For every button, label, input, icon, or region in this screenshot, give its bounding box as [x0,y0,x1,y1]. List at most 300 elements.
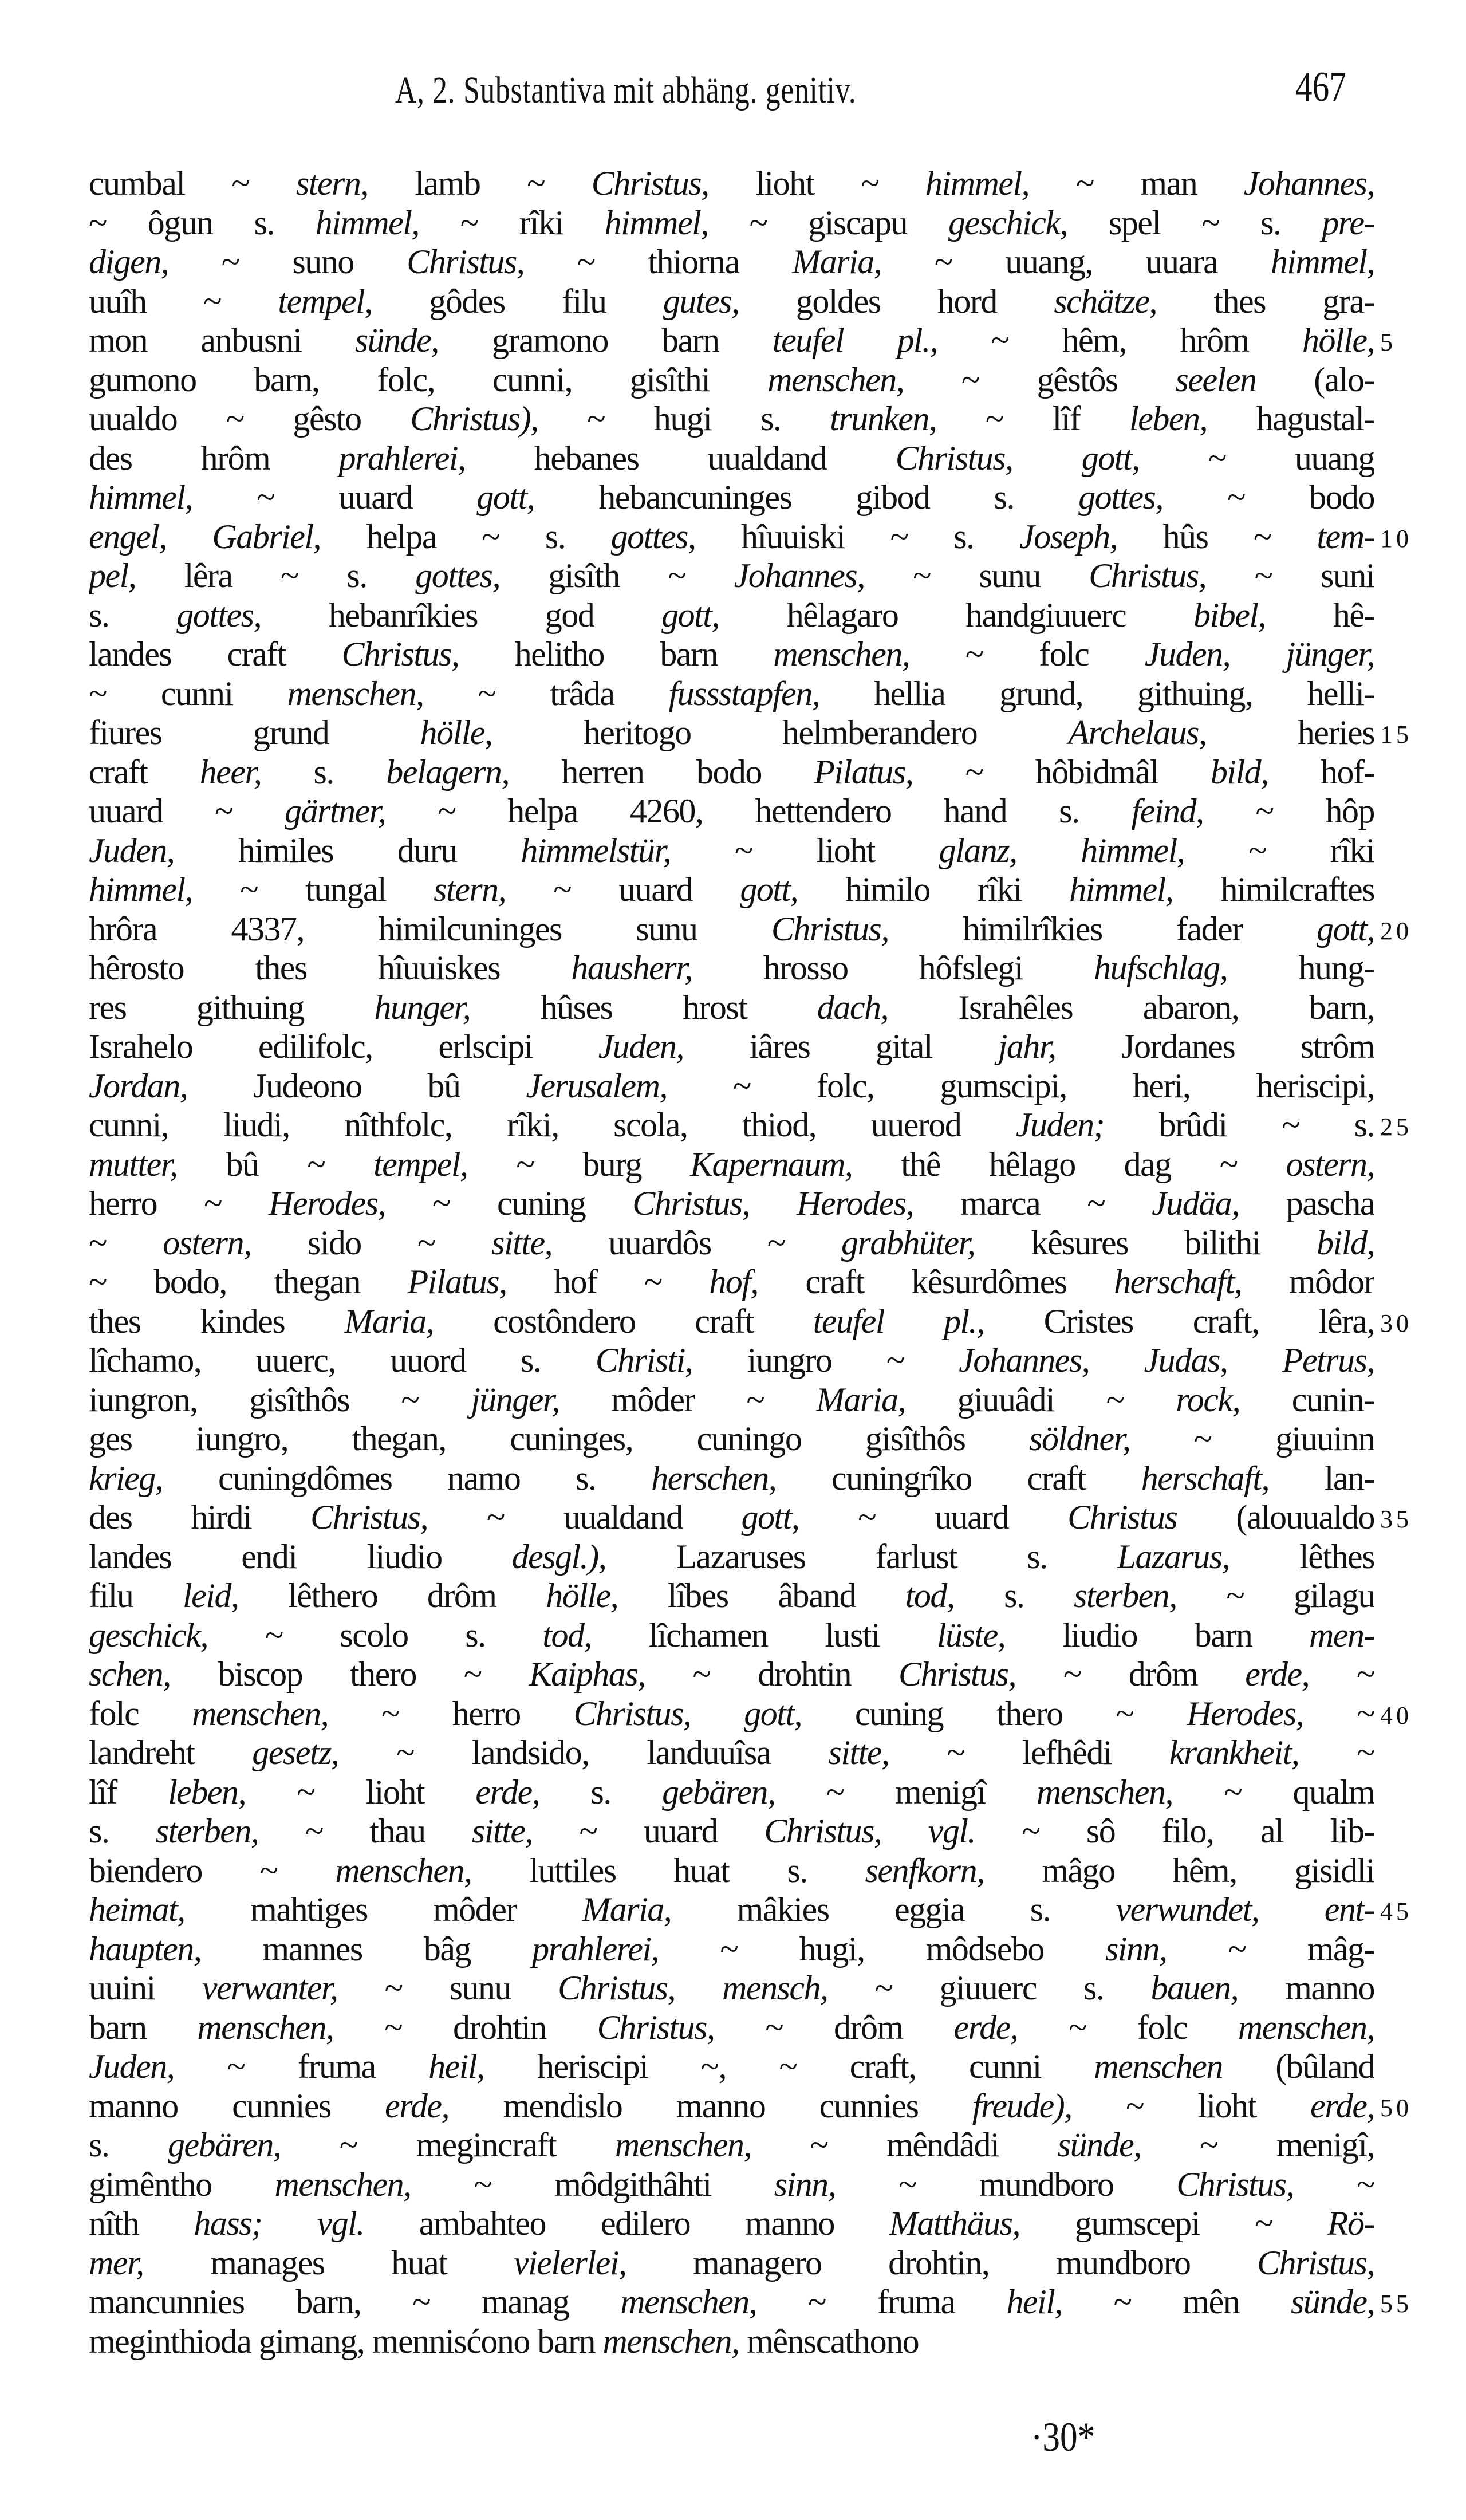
italic-gloss: Christus, [1257,2243,1374,2282]
text-line-content [89,1262,1374,1302]
roman-text: ~ mên [1062,2283,1291,2321]
roman-text: ~ hôp [1203,792,1374,830]
text-line [89,203,1374,243]
italic-gloss: vgl. [317,2204,364,2242]
italic-gloss: sünde, [1057,2126,1141,2164]
text-line-content [89,399,1374,439]
roman-text: môder ~ [559,1380,817,1419]
roman-text: ~ fruma [174,2048,429,2085]
italic-gloss: hausherr, [571,949,692,987]
text-line [89,439,1374,478]
roman-text: ~ uuard [533,1812,764,1850]
text-line [89,1223,1374,1263]
roman-text: lan- [1269,1459,1374,1497]
italic-gloss: men- [1309,1616,1374,1654]
text-line-content [89,1380,1374,1420]
italic-gloss: menschen, [602,2322,739,2360]
italic-gloss: menschen, [197,2008,334,2046]
italic-gloss: gärtner, [285,792,386,830]
roman-text [262,2204,317,2242]
roman-text: ~ [1303,1694,1374,1732]
roman-text: (bûland [1222,2048,1374,2085]
italic-gloss: Christus, [341,635,459,673]
roman-text: s. [261,753,387,791]
roman-text: ~ lîf [936,400,1130,438]
italic-gloss: Christus), [410,400,538,438]
roman-text: barn [89,2008,198,2046]
roman-text: filu [89,1577,183,1615]
text-line [89,1302,1412,1341]
text-line [89,1694,1412,1734]
roman-text: ~ rîki [1184,831,1374,869]
italic-gloss: Christus, [597,2008,715,2046]
text-line [89,1616,1374,1655]
italic-gloss: haupten, [89,1930,202,1968]
roman-text: ~ mâg- [1167,1930,1374,1968]
text-line [89,1851,1374,1891]
roman-text: gramono barn [438,321,773,359]
italic-gloss: heil, [1006,2283,1062,2321]
italic-gloss: mutter, [89,1145,178,1183]
roman-text: ~ thiorna [524,243,793,281]
roman-text: ~ môdgithâhti [411,2165,774,2203]
roman-text: himilcraftes [1173,871,1374,908]
text-line-content [89,1184,1374,1223]
roman-text: ~ thau [258,1812,472,1850]
text-line-content [89,517,1374,557]
text-line-content [89,478,1374,517]
roman-text: ~ giuuinn [1130,1420,1374,1458]
roman-text: ~ sô filo, al lib- [975,1812,1374,1850]
italic-gloss: schätze, [1054,282,1157,320]
line-number: 50 [1380,2093,1412,2122]
roman-text: ~ menigî, [1141,2126,1374,2164]
italic-gloss: tod, [905,1577,955,1615]
line-number: 5 [1380,328,1396,356]
roman-text: ~ drohtin [645,1655,899,1693]
roman-text: gôdes filu [372,282,663,320]
roman-text: giuuâdi ~ [905,1380,1176,1419]
text-line-content [89,2282,1374,2322]
italic-gloss: Jordan, [89,1066,188,1105]
roman-text: Lazaruses farlust s. [606,1537,1117,1576]
body-text [89,164,1412,2361]
roman-text: (alouualdo [1177,1498,1374,1536]
roman-text: hê- [1266,596,1374,634]
roman-text: ~ folc, gumscipi, heri, heriscipi, [667,1066,1374,1105]
roman-text: lêthes [1229,1537,1374,1576]
roman-text: s. [539,1773,663,1811]
roman-text: s. [89,596,177,634]
italic-gloss: Christus, mensch, [558,1969,828,2007]
italic-gloss: Pilatus, [407,1263,507,1301]
line-number: 55 [1380,2290,1412,2318]
roman-text: hebancuninges gibod s. [534,478,1079,516]
italic-gloss: hass; [194,2204,262,2242]
italic-gloss: senfkorn, [865,1851,984,1889]
italic-gloss: stern, [434,871,506,908]
italic-gloss: sitte, [472,1812,533,1850]
italic-gloss: rock, [1176,1380,1240,1419]
text-line [89,242,1374,282]
italic-gloss: gesetz, [252,1734,339,1771]
roman-text: ~ gêstôs [904,360,1176,399]
italic-gloss: gottes, [1078,478,1163,516]
text-line [89,988,1374,1027]
roman-text: cunni, liudi, nîthfolc, rîki, scola, thiod, uuerod [89,1106,1016,1144]
text-line [89,1184,1374,1223]
roman-text: thê hêlago dag ~ [852,1145,1286,1183]
roman-text: nîth [89,2204,194,2242]
italic-gloss: herschen, [651,1459,777,1497]
italic-gloss: geschick, [89,1616,208,1654]
text-line [89,2282,1412,2322]
text-line [89,2047,1374,2086]
italic-gloss: sterben, [1074,1577,1177,1615]
text-line-content [89,1341,1374,1380]
line-number: 45 [1380,1897,1412,1926]
text-line-content [89,1145,1374,1184]
roman-text: hof- [1268,753,1374,791]
italic-gloss: Maria, [344,1302,434,1340]
text-line-content [89,164,1374,203]
roman-text: ~ burg [467,1145,690,1183]
roman-text: uuardôs ~ [552,1223,842,1262]
line-number: 20 [1380,916,1412,945]
italic-gloss: schen, [89,1655,171,1693]
line-number: 40 [1380,1701,1412,1730]
text-line-content [89,556,1374,596]
text-line [89,753,1374,792]
roman-text: helitho barn [459,635,774,673]
roman-text: ~ gilagu [1176,1577,1374,1615]
roman-text: ~ lioht [671,831,939,869]
text-line [89,1419,1374,1459]
italic-gloss: bauen, [1150,1969,1239,2007]
text-line [89,1930,1374,1969]
italic-gloss: trunken, [830,400,937,438]
text-line-content [89,1890,1374,1930]
italic-gloss: erde, [1310,2086,1374,2125]
roman-text: hung- [1227,949,1374,987]
italic-gloss: gott, [740,871,798,908]
text-line [89,1145,1374,1184]
roman-text: ~ trâda [423,674,669,712]
roman-text: s. [89,1812,156,1850]
roman-text: ~ lioht [1071,2086,1311,2125]
text-line-content [89,870,1374,909]
roman-text: ~ lioht [246,1773,476,1811]
roman-text: res githuing [89,988,375,1026]
roman-text: Israhêles abaron, barn, [888,988,1374,1026]
roman-text: liudio barn [1005,1616,1310,1654]
text-line-content [89,2008,1374,2048]
roman-text: hof ~ [506,1263,710,1301]
italic-gloss: tod, [542,1616,592,1654]
roman-text: cuningdômes namo s. [163,1459,652,1497]
roman-text: iâres gital [683,1027,998,1065]
italic-gloss: Christus, [407,243,525,281]
roman-text: lioht ~ [708,164,926,202]
italic-gloss: hunger, [374,988,471,1026]
roman-text: lamb ~ [368,164,592,202]
roman-text: cunin- [1240,1380,1374,1419]
text-line-content [89,1459,1374,1498]
italic-gloss: sünde, [1291,2283,1374,2321]
italic-gloss: Judäa, [1152,1184,1239,1222]
italic-gloss: menschen, [767,360,904,399]
italic-gloss: teufel pl., [813,1302,984,1340]
roman-text: cuningrîko craft [776,1459,1141,1497]
roman-text: uuard ~ [89,792,285,830]
italic-gloss: sitte, [491,1223,553,1262]
text-line-content [89,2322,1374,2361]
roman-text: ~ giscapu [708,203,948,242]
roman-text: manno cunnies [89,2086,385,2125]
text-line [89,1341,1374,1380]
italic-gloss: seelen [1175,360,1256,399]
roman-text: cumbal ~ [89,164,296,202]
text-line-content [89,321,1374,360]
roman-text: (alo- [1256,360,1374,399]
roman-text: hêlagaro handgiuuerc [719,596,1194,634]
roman-text: fiures grund [89,714,420,751]
italic-gloss: heil, [428,2048,484,2085]
roman-text: ~ [89,1223,163,1262]
italic-gloss: Maria, [792,243,882,281]
italic-gloss: herschaft, [1141,1459,1270,1497]
italic-gloss: himmel, [1270,243,1374,281]
roman-text: manages huat [143,2243,514,2282]
text-line [89,1890,1412,1930]
text-line-content [89,831,1374,871]
italic-gloss: Christus, gott, [895,439,1140,477]
italic-gloss: gott, [1317,909,1374,948]
text-line-content [89,713,1374,753]
italic-gloss: Matthäus, [889,2204,1020,2242]
roman-text: s. [89,2126,168,2164]
roman-text: sido ~ [251,1223,492,1262]
italic-gloss: Johannes, Judas, Petrus, [959,1341,1374,1379]
roman-text: ~ [1309,1655,1374,1693]
text-line [89,1576,1374,1616]
text-line [89,164,1374,203]
text-line [89,596,1374,635]
text-line [89,478,1374,517]
roman-text: ~ landsido, landuuîsa [338,1734,829,1771]
italic-gloss: sitte, [828,1734,889,1771]
running-head [0,64,1466,113]
text-line-content [89,1773,1374,1812]
italic-gloss: Juden, [598,1027,684,1065]
italic-gloss: Christus, [1089,557,1207,594]
text-line [89,909,1412,949]
italic-gloss: gebären, [662,1773,775,1811]
italic-gloss: jünger, [471,1380,559,1419]
roman-text: mon anbusni [89,321,355,359]
roman-text: ~ mêndâdi [751,2126,1058,2164]
text-line [89,674,1374,714]
italic-gloss: heimat, [89,1891,185,1928]
roman-text: hebanes uualdand [465,439,896,477]
text-line [89,2243,1374,2283]
text-line-content [89,1851,1374,1891]
italic-gloss: Juden, jünger, [1144,635,1374,673]
italic-gloss: bibel, [1193,596,1266,634]
italic-gloss: leben, [168,1773,246,1811]
roman-text: mannes bâg [201,1930,533,1968]
roman-text: ~ qualm [1173,1773,1374,1811]
italic-gloss: himmel, [89,478,193,516]
text-line-content [89,1576,1374,1616]
text-line-content [89,909,1374,949]
text-line [89,2125,1374,2165]
italic-gloss: tempel, [278,282,372,320]
italic-gloss: himmel, [925,164,1030,202]
roman-text: hûses hrost [470,988,817,1026]
italic-gloss: menschen, [1238,2008,1374,2046]
roman-text: môdor [1242,1263,1374,1301]
roman-text: managero drohtin, mundboro [626,2243,1258,2282]
roman-text: lîchamen lusti [592,1616,937,1654]
text-line-content [89,1655,1374,1694]
roman-text: ~ uuard [799,1498,1068,1536]
italic-gloss: engel, Gabriel, [89,517,321,556]
text-line-content [89,988,1374,1027]
italic-gloss: Jerusalem, [526,1066,667,1105]
text-line-content [89,792,1374,831]
line-number: 30 [1380,1309,1412,1337]
italic-gloss: menschen [1094,2048,1223,2085]
italic-gloss: hof, [709,1263,758,1301]
text-line [89,1733,1374,1773]
italic-gloss: Christus, Herodes, [632,1184,914,1222]
roman-text: uualdo ~ gêsto [89,400,411,438]
italic-gloss: Christus, gott, [573,1694,802,1732]
line-number: 15 [1380,720,1412,749]
text-line [89,2008,1374,2048]
italic-gloss: bild, [1317,1223,1374,1262]
italic-gloss: Christi, [595,1341,693,1379]
italic-gloss: menschen, [1036,1773,1173,1811]
italic-gloss: himmel, [1069,871,1173,908]
roman-text: mâkies eggia s. [671,1891,1116,1928]
roman-text: lîf [89,1773,168,1811]
italic-gloss: leid, [182,1577,239,1615]
roman-text: s. [954,1577,1074,1615]
text-line [89,635,1374,674]
italic-gloss: menschen, [192,1694,329,1732]
running-head-title: A, 2. Substantiva mit abhäng. genitiv. [395,69,857,111]
italic-gloss: Juden, [89,2048,175,2085]
roman-text: ~ suno [168,243,407,281]
italic-gloss: hölle, [546,1577,618,1615]
roman-text: ~ uualdand [427,1498,742,1536]
italic-gloss: menschen, [287,674,424,712]
italic-gloss: teufel pl., [772,321,938,359]
signature-mark: ·30* [1031,2414,1095,2460]
italic-gloss: gott, [741,1498,799,1536]
italic-gloss: pre- [1322,203,1374,242]
text-line [89,360,1374,400]
roman-text: uuîh ~ [89,282,278,320]
text-line-content [89,2165,1374,2204]
text-line-content [89,1537,1374,1577]
text-line [89,399,1374,439]
text-line-content [89,753,1374,792]
italic-gloss: fussstapfen, [668,674,820,712]
line-number: 35 [1380,1505,1412,1533]
text-line [89,870,1374,909]
text-line [89,713,1412,753]
italic-gloss: Archelaus, [1068,714,1207,751]
roman-text: ~ drohtin [333,2008,597,2046]
roman-text: hûs ~ [1117,517,1317,556]
text-line [89,556,1374,596]
roman-text: thes gra- [1156,282,1374,320]
italic-gloss: Christus, [771,909,889,948]
italic-gloss: sterben, [155,1812,259,1850]
italic-gloss: Juden, [89,831,175,869]
italic-gloss: digen, [89,243,169,281]
roman-text: lêthero drôm [238,1577,546,1615]
italic-gloss: erde, [475,1773,540,1811]
roman-text: ~ lefhêdi [889,1734,1169,1771]
roman-text: hrôra 4337, himilcuninges sunu [89,909,771,948]
roman-text: mênscathono [739,2322,919,2360]
text-line-content [89,1223,1374,1263]
roman-text: ~ bodo [1162,478,1374,516]
roman-text: ~ folc [1018,2008,1238,2046]
italic-gloss: sünde, [354,321,439,359]
italic-gloss: gottes, [610,517,696,556]
italic-gloss: gottes, [415,557,501,594]
roman-text: ~ sunu [864,557,1089,594]
italic-gloss: Kaiphas, [529,1655,645,1693]
roman-text: hagustal- [1207,400,1374,438]
roman-text: ~ drôm [714,2008,954,2046]
roman-text: hîuuiski ~ s. [695,517,1020,556]
line-number: 10 [1380,524,1412,553]
italic-gloss: gott, [661,596,719,634]
italic-gloss: gott, [476,478,535,516]
italic-gloss: Christus, [898,1655,1016,1693]
roman-text: lîchamo, uuerc, uuord s. [89,1341,596,1379]
roman-text: ~ folc [909,635,1145,673]
italic-gloss: himmel, [89,871,193,908]
roman-text: herren bodo [509,753,814,791]
roman-text: ~ megincraft [281,2126,615,2164]
italic-gloss: glanz, himmel, [939,831,1185,869]
text-line-content [89,1968,1374,2008]
roman-text: des hirdi [89,1498,311,1536]
roman-text: ~ helpa 4260, hettendero hand s. [385,792,1132,830]
roman-text: ~ cuning [385,1184,633,1222]
roman-text: mâgo hêm, gisidli [984,1851,1374,1889]
roman-text: ~ ôgun s. [89,203,316,242]
roman-text: mahtiges môder [184,1891,582,1928]
roman-text: ~ herro [328,1694,574,1732]
text-line [89,1968,1374,2008]
italic-gloss: hölle, [1302,321,1374,359]
roman-text: biendero ~ [89,1851,336,1889]
roman-text: ~ man [1029,164,1244,202]
text-line [89,282,1374,321]
italic-gloss: Christus, [1176,2165,1294,2203]
italic-gloss: herschaft, [1114,1263,1242,1301]
italic-gloss: verwundet, ent- [1116,1891,1374,1928]
roman-text: pascha [1239,1184,1374,1222]
